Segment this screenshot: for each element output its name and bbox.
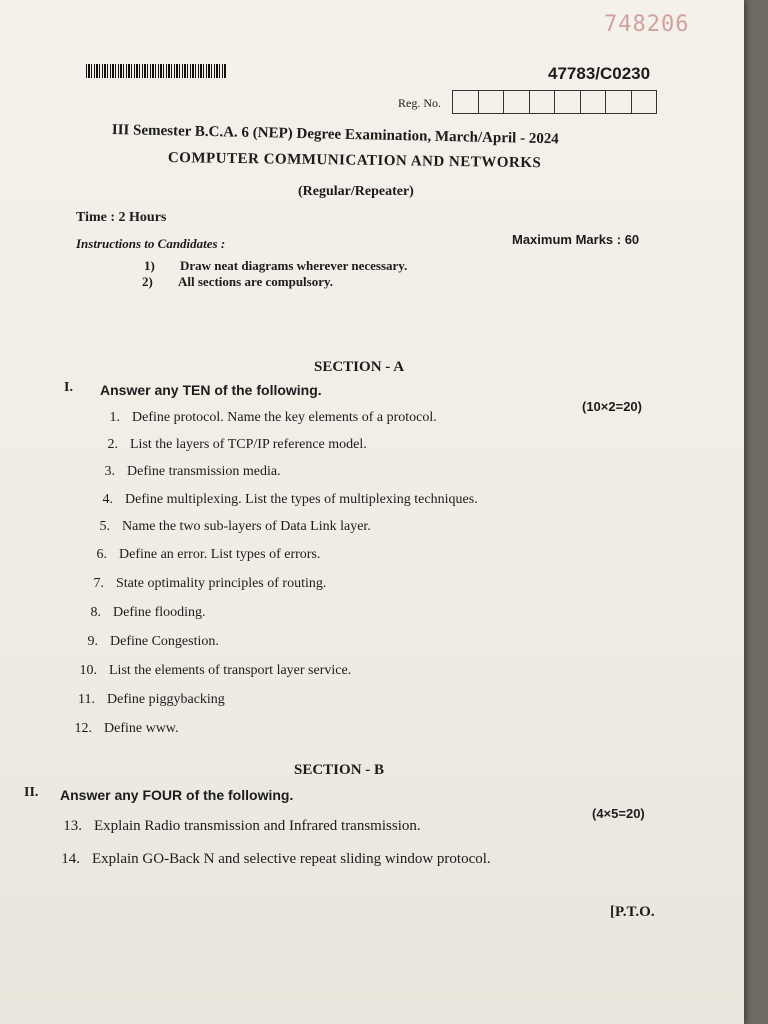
question-number: 12.	[74, 721, 92, 736]
question-item	[74, 721, 179, 737]
question-item	[61, 851, 491, 868]
question-number: 9.	[87, 634, 98, 649]
section-a-title: SECTION - A	[314, 359, 405, 375]
question-text: List the elements of transport layer service.	[109, 663, 352, 678]
question-item	[99, 519, 371, 535]
question-item	[102, 492, 478, 508]
instruction-number: 2)	[142, 274, 153, 289]
section-a-marks: (10×2=20)	[582, 399, 642, 414]
maximum-marks: Maximum Marks : 60	[512, 232, 640, 247]
question-number: 11.	[78, 692, 95, 707]
question-item	[96, 547, 321, 563]
question-item	[107, 437, 367, 453]
question-number: 10.	[79, 663, 97, 678]
instructions-title: Instructions to Candidates :	[76, 236, 226, 251]
question-number: 3.	[104, 464, 115, 479]
reg-no-box	[503, 90, 530, 114]
reg-no-box	[529, 90, 556, 114]
question-number: 2.	[107, 437, 118, 452]
reg-no-box	[580, 90, 607, 114]
question-item	[104, 464, 281, 480]
reg-no-box	[631, 90, 658, 114]
question-item	[79, 663, 352, 679]
instruction-number: 1)	[144, 258, 155, 273]
question-text: Define multiplexing. List the types of multiplexing techniques.	[125, 492, 478, 507]
section-b-title: SECTION - B	[294, 762, 385, 778]
reg-no-label: Reg. No.	[398, 96, 441, 110]
candidate-type: (Regular/Repeater)	[298, 184, 414, 199]
question-text: List the layers of TCP/IP reference model.	[130, 437, 367, 452]
question-text: Name the two sub-layers of Data Link layer.	[122, 519, 371, 534]
paper-code: 47783/C0230	[548, 64, 651, 83]
reg-no-box	[554, 90, 581, 114]
question-number: 5.	[99, 519, 110, 534]
question-item	[63, 818, 421, 835]
instruction-text: Draw neat diagrams wherever necessary.	[180, 258, 408, 273]
section-a-heading: Answer any TEN of the following.	[100, 382, 322, 398]
subject-title: COMPUTER COMMUNICATION AND NETWORKS	[167, 150, 542, 172]
section-b-roman: II.	[24, 785, 39, 800]
question-text: Define Congestion.	[110, 634, 219, 649]
question-text: State optimality principles of routing.	[116, 576, 327, 591]
question-text: Define www.	[104, 721, 179, 736]
instruction-item	[142, 274, 333, 290]
exam-title-line: III Semester B.C.A. 6 (NEP) Degree Examination, March/April - 2024	[111, 122, 559, 148]
reg-no-box	[605, 90, 632, 114]
barcode	[86, 64, 226, 78]
question-item	[78, 692, 225, 708]
question-item	[87, 634, 219, 650]
instruction-item	[144, 258, 407, 274]
question-text: Define flooding.	[113, 605, 206, 620]
reg-no-boxes	[452, 90, 656, 114]
please-turn-over: [P.T.O.	[610, 904, 655, 920]
question-text: Define piggybacking	[107, 692, 225, 707]
reg-no-box	[478, 90, 505, 114]
section-b-heading: Answer any FOUR of the following.	[60, 787, 294, 803]
question-number: 8.	[90, 605, 101, 620]
question-text: Define an error. List types of errors.	[119, 547, 321, 562]
question-text: Explain Radio transmission and Infrared transmission.	[94, 818, 421, 834]
question-number: 14.	[61, 851, 80, 867]
instruction-text: All sections are compulsory.	[178, 274, 334, 289]
question-item	[90, 605, 206, 621]
serial-stamp: 748206	[604, 12, 690, 37]
section-a-roman: I.	[64, 380, 73, 395]
reg-no-box	[452, 90, 479, 114]
question-text: Explain GO-Back N and selective repeat sliding window protocol.	[92, 851, 491, 867]
question-text: Define protocol. Name the key elements of a protocol.	[132, 410, 437, 425]
question-number: 1.	[109, 410, 120, 425]
question-number: 4.	[102, 492, 113, 507]
question-text: Define transmission media.	[127, 464, 281, 479]
question-number: 6.	[96, 547, 107, 562]
time-duration: Time : 2 Hours	[76, 210, 167, 225]
section-b-marks: (4×5=20)	[592, 806, 645, 821]
question-item	[93, 576, 327, 592]
question-number: 13.	[63, 818, 82, 834]
question-item	[109, 410, 437, 426]
question-number: 7.	[93, 576, 104, 591]
